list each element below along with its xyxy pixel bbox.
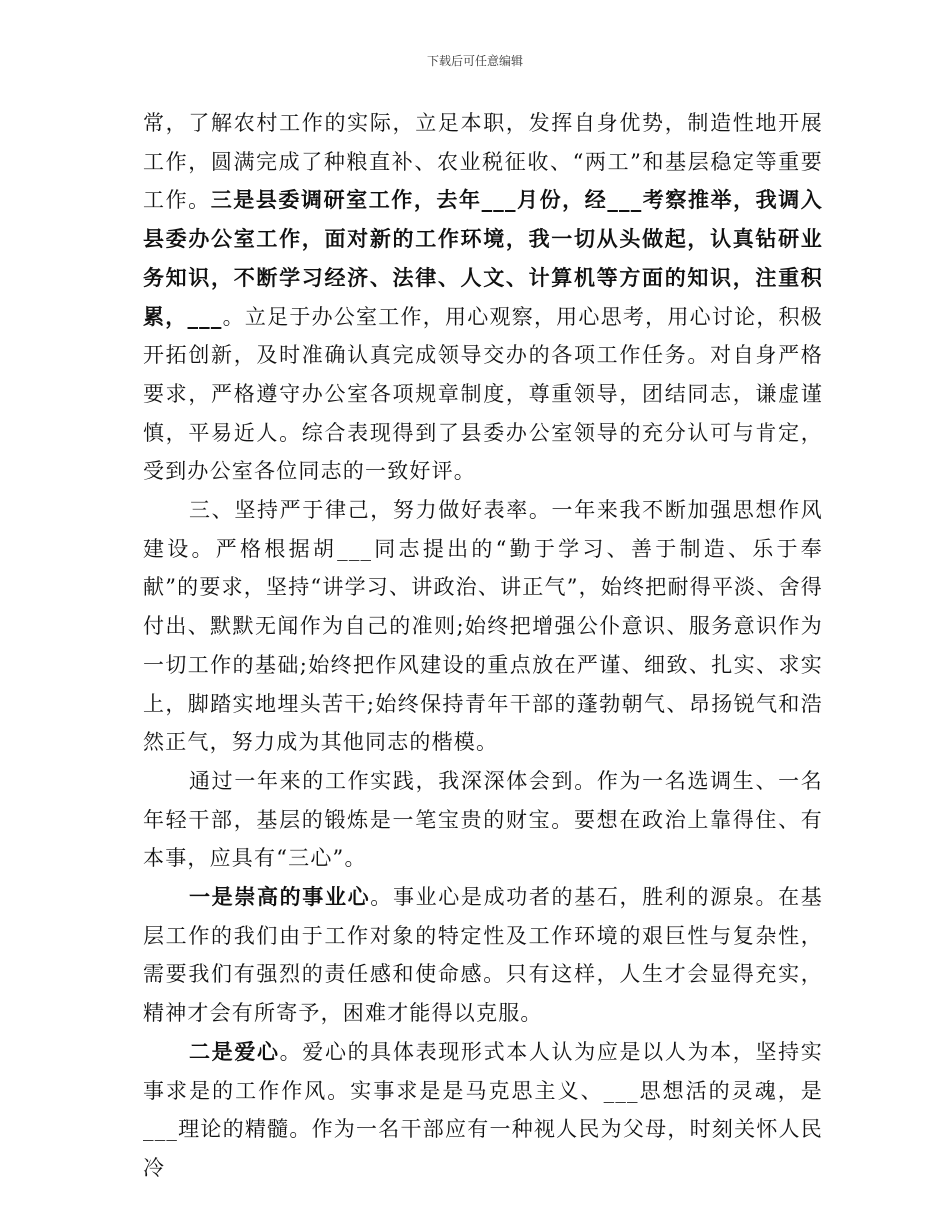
text-run: 。事业心是成功者的基石，胜利的源泉。在基层工作的我们由于工作对象的特定性及工作环境的艰巨性与复杂性，需要我们有强烈的责任感和使命感。只有这样，人生才会显得充实，精神才会有所寄予，困难才能得以克服。: [143, 885, 823, 1026]
text-run: 通过一年来的工作实践，我深深体会到。作为一名选调生、一名年轻干部，基层的锻炼是一笔宝贵的财宝。要想在政治上靠得住、有本事，应具有“三心”。: [143, 768, 823, 871]
paragraph-3: [143, 762, 823, 878]
text-run: 。立足于办公室工作，用心观察，用心思考，用心讨论，积极开拓创新，及时准确认真完成领导交办的各项工作任务。对自身严格要求，严格遵守办公室各项规章制度，尊重领导，团结同志，谦虚谨慎，平易近人。综合表现得到了县委办公室领导的充分认可与肯定，受到办公室各位同志的一致好评。: [143, 304, 823, 484]
paragraph-4: [143, 878, 823, 1033]
text-run: 。爱心的具体表现形式本人认为应是以人为本，坚持实事求是的工作作风。实事求是是马克思主义、___思想活的灵魂，是___理论的精髓。作为一名干部应有一种视人民为父母，时刻关怀人民冷: [143, 1039, 823, 1180]
text-run-bold: 二是爱心: [189, 1038, 280, 1064]
text-run-bold: 三是县委调研室工作，去年___月份，经___考察推举，我调入县委办公室工作，面对新的工作环境，我一切从头做起，认真钻研业务知识，不断学习经济、法律、人文、计算机等方面的知识，注重积累，___: [143, 187, 823, 329]
document-body: [143, 104, 823, 1188]
text-run-bold: 一是崇高的事业心: [189, 884, 371, 910]
paragraph-1: [143, 104, 823, 491]
text-run: 常，了解农村工作的实际，立足本职，发挥自身优势，制造性地开展工作，圆满完成了种粮直补、农业税征收、“两工”和基层稳定等重要工作。: [143, 111, 823, 213]
page-header: 下载后可任意编辑: [426, 54, 523, 68]
paragraph-2: [143, 491, 823, 762]
paragraph-5: [143, 1033, 823, 1188]
text-run: 三、坚持严于律己，努力做好表率。一年来我不断加强思想作风建设。严格根据胡___同志提出的“勤于学习、善于制造、乐于奉献”的要求，坚持“讲学习、讲政治、讲正气”，始终把耐得平淡、舍得付出、默默无闻作为自己的准则;始终把增强公仆意识、服务意识作为一切工作的基础;始终把作风建设的重点放在严谨、细致、扎实、求实上，脚踏实地埋头苦干;始终保持青年干部的蓬勃朝气、昂扬锐气和浩然正气，努力成为其他同志的楷模。: [143, 498, 823, 755]
